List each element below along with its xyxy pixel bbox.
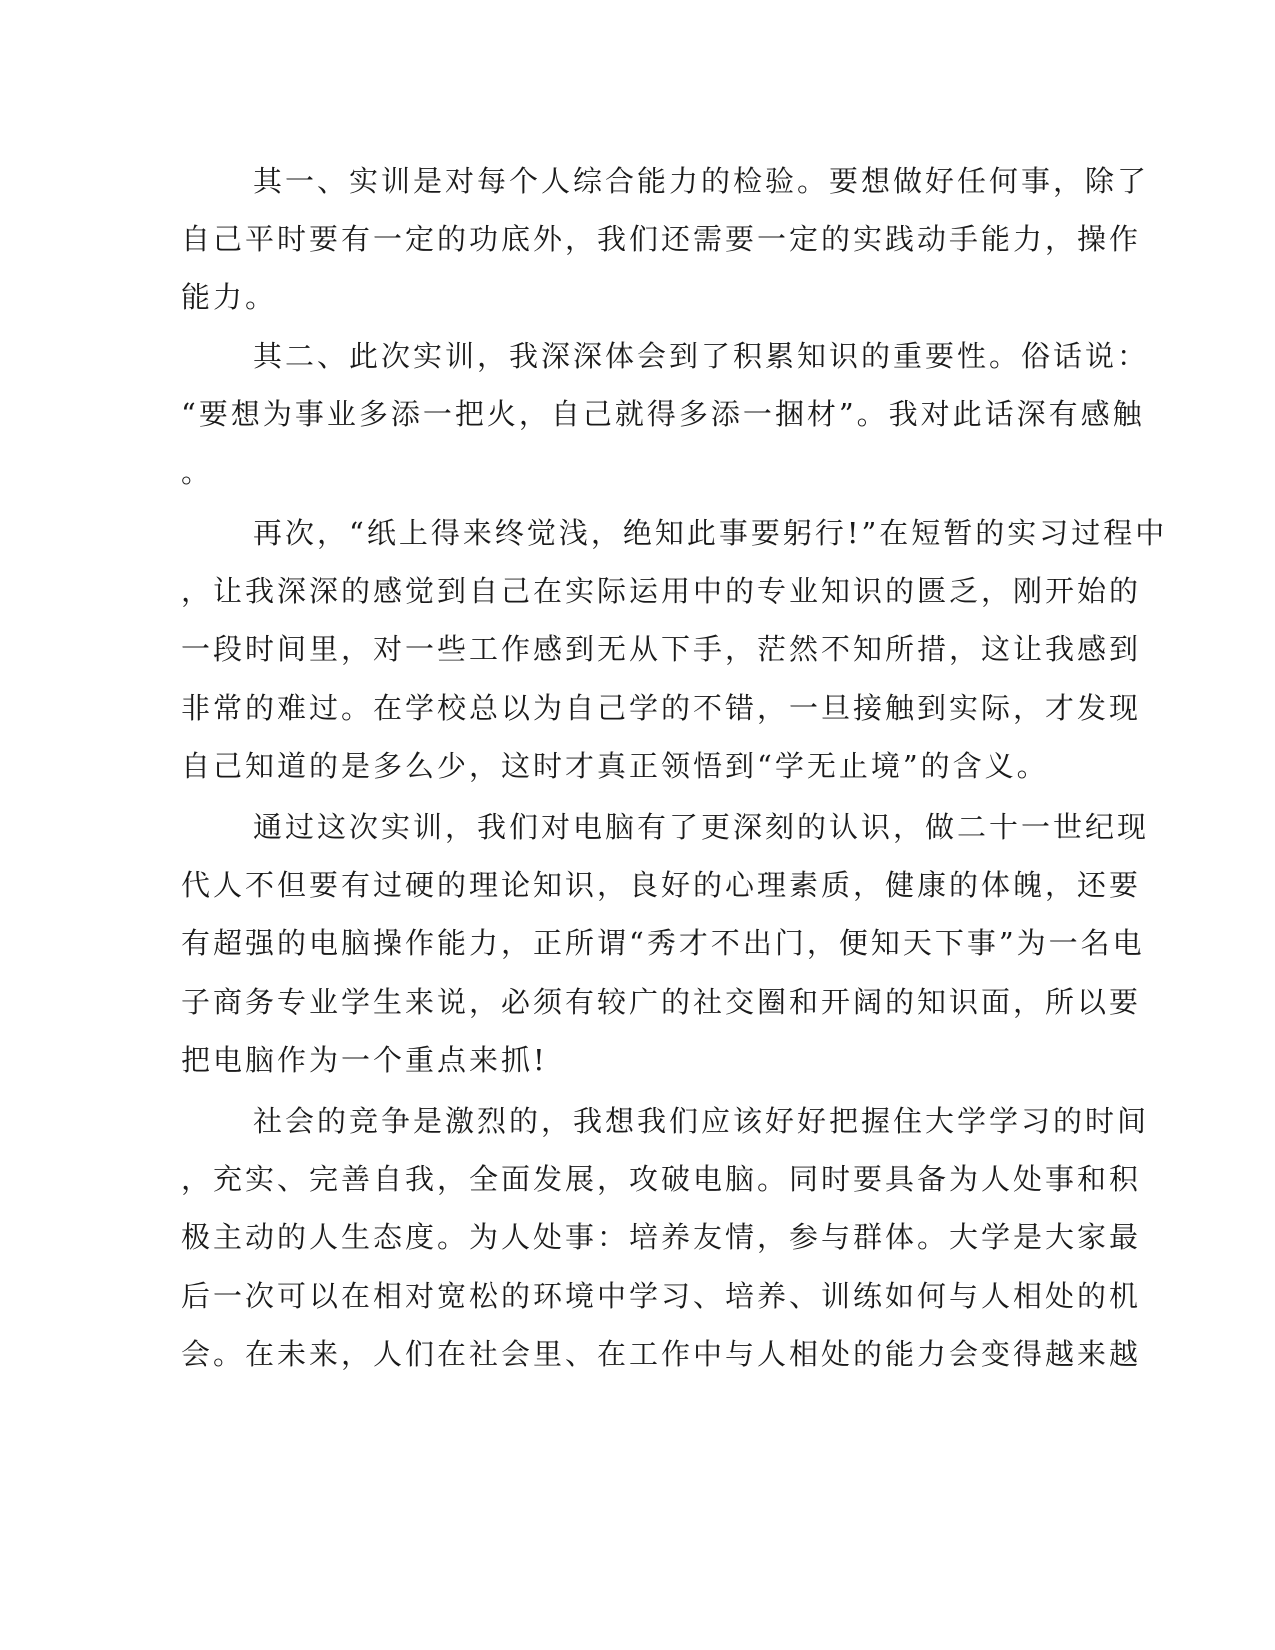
paragraph-line: 自己平时要有一定的功底外，我们还需要一定的实践动手能力，操作	[181, 222, 1142, 256]
paragraph-line: 把电脑作为一个重点来抓!	[181, 1043, 548, 1077]
paragraph-line: “要想为事业多添一把火，自己就得多添一捆材”。我对此话深有感触	[181, 397, 1145, 431]
paragraph-line: 其二、此次实训，我深深体会到了积累知识的重要性。俗话说：	[253, 339, 1150, 373]
paragraph-line: 。	[181, 455, 214, 489]
paragraph-line: 非常的难过。在学校总以为自己学的不错，一旦接触到实际，才发现	[181, 691, 1142, 725]
paragraph-line: 其一、实训是对每个人综合能力的检验。要想做好任何事，除了	[253, 164, 1150, 198]
paragraph-line: 子商务专业学生来说，必须有较广的社交圈和开阔的知识面，所以要	[181, 985, 1142, 1019]
paragraph-line: 一段时间里，对一些工作感到无从下手，茫然不知所措，这让我感到	[181, 632, 1142, 666]
paragraph-line: 通过这次实训，我们对电脑有了更深刻的认识，做二十一世纪现	[253, 810, 1150, 844]
paragraph-line: 自己知道的是多么少，这时才真正领悟到“学无止境”的含义。	[181, 749, 1049, 783]
paragraph-line: 后一次可以在相对宽松的环境中学习、培养、训练如何与人相处的机	[181, 1279, 1142, 1313]
paragraph-line: 极主动的人生态度。为人处事：培养友情，参与群体。大学是大家最	[181, 1220, 1142, 1254]
paragraph-line: 代人不但要有过硬的理论知识，良好的心理素质，健康的体魄，还要	[181, 868, 1142, 902]
paragraph-line: 会。在未来，人们在社会里、在工作中与人相处的能力会变得越来越	[181, 1337, 1142, 1371]
paragraph-line: ，让我深深的感觉到自己在实际运用中的专业知识的匮乏，刚开始的	[181, 574, 1142, 608]
paragraph-line: 再次，“纸上得来终觉浅，绝知此事要躬行!”在短暂的实习过程中	[253, 516, 1168, 550]
paragraph-line: 有超强的电脑操作能力，正所谓“秀才不出门，便知天下事”为一名电	[181, 926, 1145, 960]
paragraph-line: ，充实、完善自我，全面发展，攻破电脑。同时要具备为人处事和积	[181, 1162, 1142, 1196]
paragraph-line: 社会的竞争是激烈的，我想我们应该好好把握住大学学习的时间	[253, 1104, 1150, 1138]
paragraph-line: 能力。	[181, 280, 278, 314]
